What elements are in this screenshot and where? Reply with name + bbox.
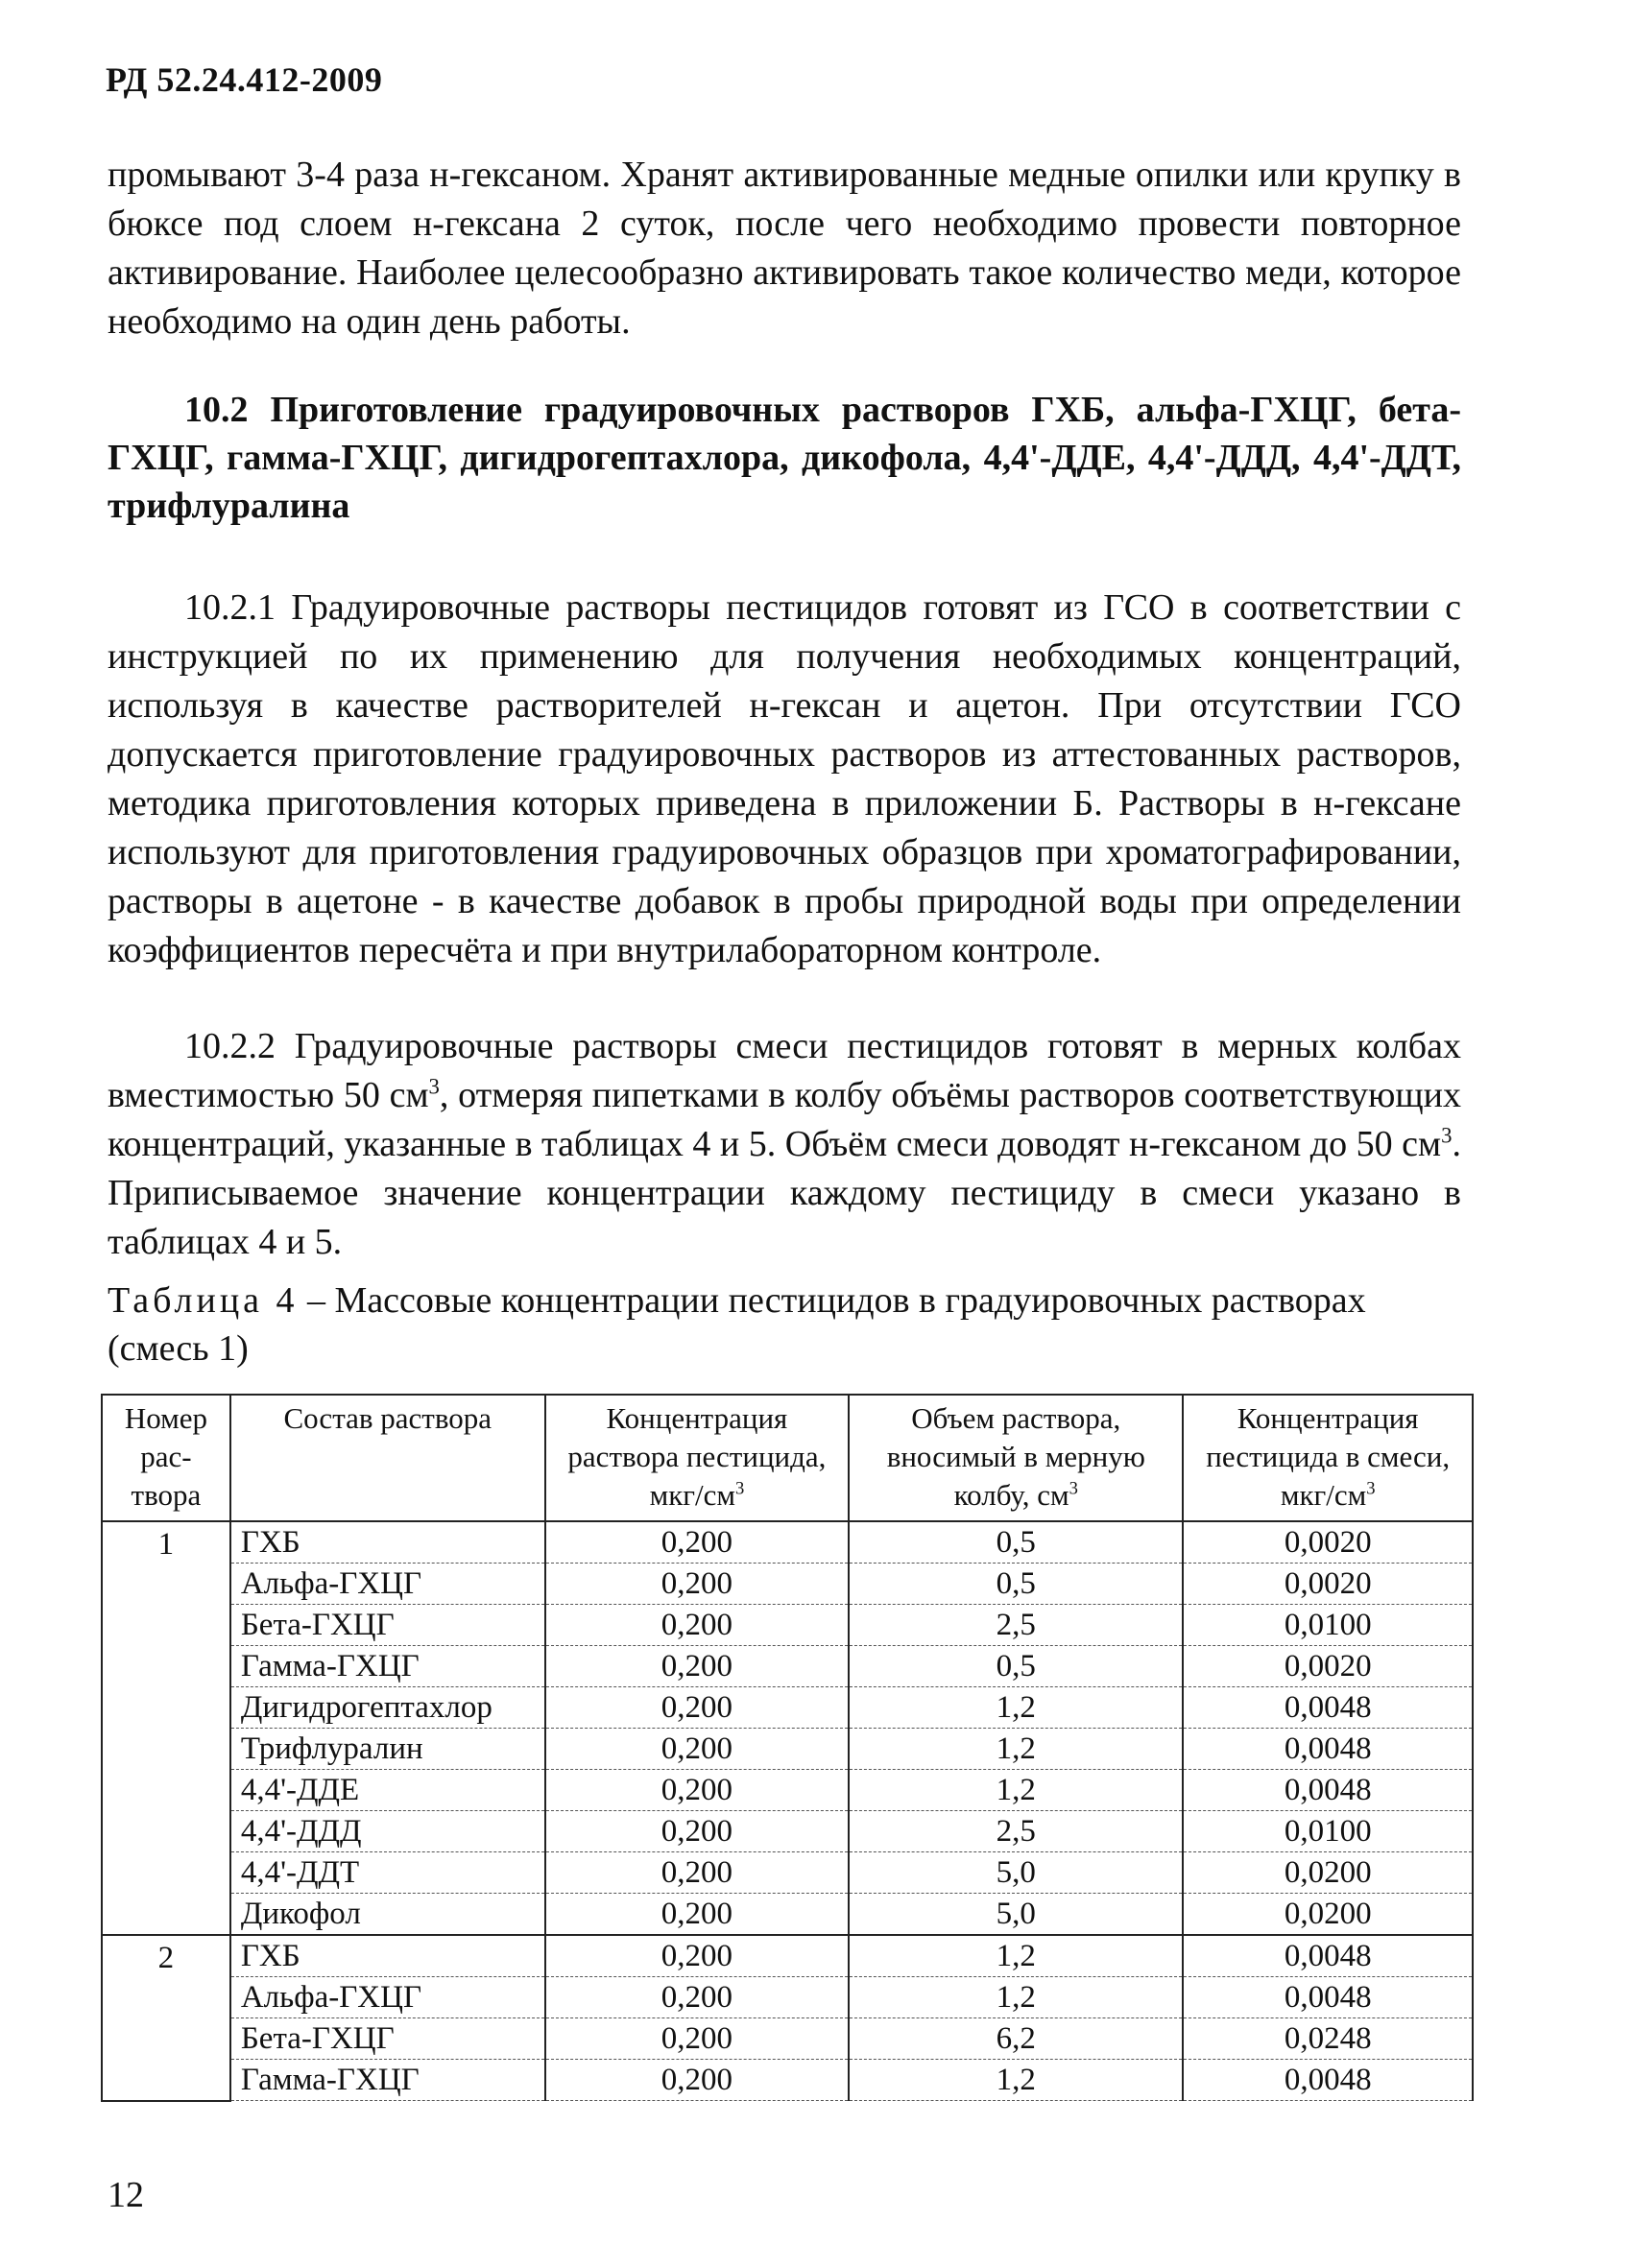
volume-cell: 5,0: [849, 1894, 1183, 1936]
solution-concentration-cell: 0,200: [545, 1729, 850, 1770]
paragraph-10-2-1: 10.2.1 Градуировочные растворы пестицидов готовят из ГСО в соответствии с инструкцией по их применению для получения необходимых концентраций, используя в качестве растворителей н-гексан и ацетон. При отсутствии ГСО допускается приготовление градуировочных растворов из аттестованных растворов, методика приготовления которых приведена в приложении Б. Растворы в н-гексане используют для приготовления градуировочных образцов при хроматографировании, растворы в ацетоне - в качестве добавок в пробы природной воды при определении коэффициентов пересчёта и при внутрилабораторном контроле.: [108, 587, 1461, 970]
mixture-concentration-cell: 0,0048: [1183, 1935, 1473, 1977]
table-row: [102, 1605, 1473, 1646]
composition-cell: Гамма-ГХЦГ: [230, 2060, 545, 2101]
superscript-3: 3: [428, 1074, 440, 1099]
solution-concentration-cell: 0,200: [545, 1770, 850, 1811]
header-mixture-concentration: Концентрация пестицида в смеси, мкг/$см^3$: [1183, 1395, 1473, 1521]
composition-cell: ГХБ: [230, 1521, 545, 1564]
mixture-concentration-cell: 0,0048: [1183, 1687, 1473, 1729]
mixture-concentration-cell: 0,0048: [1183, 1770, 1473, 1811]
composition-cell: 4,4'-ДДД: [230, 1811, 545, 1852]
solution-concentration-cell: 0,200: [545, 1646, 850, 1687]
volume-cell: 0,5: [849, 1646, 1183, 1687]
table-row: [102, 1852, 1473, 1894]
solution-concentration-cell: 0,200: [545, 1564, 850, 1605]
header-solution-number: Номер рас-твора: [102, 1395, 230, 1521]
page-number: 12: [108, 2175, 144, 2215]
volume-cell: 6,2: [849, 2018, 1183, 2060]
document-code: РД 52.24.412-2009: [106, 60, 383, 99]
table-caption-text: – Массовые концентрации пестицидов в градуировочных растворах (смесь 1): [108, 1280, 1366, 1369]
table-row: [102, 1811, 1473, 1852]
composition-cell: 4,4'-ДДТ: [230, 1852, 545, 1894]
table-header-row: [102, 1395, 1473, 1521]
solution-concentration-cell: 0,200: [545, 1687, 850, 1729]
mixture-concentration-cell: 0,0200: [1183, 1852, 1473, 1894]
solution-concentration-cell: 0,200: [545, 1977, 850, 2018]
solution-concentration-cell: 0,200: [545, 1852, 850, 1894]
solution-number-cell: 2: [102, 1935, 230, 2101]
solution-concentration-cell: 0,200: [545, 1935, 850, 1977]
composition-cell: Альфа-ГХЦГ: [230, 1977, 545, 2018]
table-caption-label: Таблица 4: [108, 1280, 299, 1321]
composition-cell: Дикофол: [230, 1894, 545, 1936]
composition-cell: Бета-ГХЦГ: [230, 1605, 545, 1646]
table-body: [102, 1521, 1473, 2101]
composition-cell: Бета-ГХЦГ: [230, 2018, 545, 2060]
volume-cell: 1,2: [849, 1935, 1183, 1977]
mixture-concentration-cell: 0,0048: [1183, 2060, 1473, 2101]
solution-concentration-cell: 0,200: [545, 2018, 850, 2060]
volume-cell: 0,5: [849, 1564, 1183, 1605]
volume-cell: 0,5: [849, 1521, 1183, 1564]
table-row: [102, 1646, 1473, 1687]
volume-cell: 1,2: [849, 2060, 1183, 2101]
mixture-concentration-cell: 0,0200: [1183, 1894, 1473, 1936]
volume-cell: 2,5: [849, 1605, 1183, 1646]
solution-concentration-cell: 0,200: [545, 2060, 850, 2101]
mixture-concentration-cell: 0,0048: [1183, 1977, 1473, 2018]
mixture-concentration-cell: 0,0100: [1183, 1605, 1473, 1646]
mixture-concentration-cell: 0,0100: [1183, 1811, 1473, 1852]
header-solution-volume: Объем раствора, вносимый в мерную колбу, $см^3$: [849, 1395, 1183, 1521]
volume-cell: 1,2: [849, 1687, 1183, 1729]
table-row: [102, 1564, 1473, 1605]
composition-cell: Дигидрогептахлор: [230, 1687, 545, 1729]
table-caption: [108, 1277, 1461, 1373]
table-row: [102, 1521, 1473, 1564]
table-row: [102, 1729, 1473, 1770]
solution-concentration-cell: 0,200: [545, 1605, 850, 1646]
composition-cell: 4,4'-ДДЕ: [230, 1770, 545, 1811]
paragraph-10-2-2-part-c: . Приписываемое значение концентрации каждому пестициду в смеси указано в таблицах 4 и 5.: [108, 1124, 1461, 1262]
superscript-3: 3: [1441, 1123, 1453, 1148]
table-row: [102, 1977, 1473, 2018]
volume-cell: 5,0: [849, 1852, 1183, 1894]
table-row: [102, 2018, 1473, 2060]
solution-concentration-cell: 0,200: [545, 1811, 850, 1852]
volume-cell: 1,2: [849, 1977, 1183, 2018]
composition-cell: Альфа-ГХЦГ: [230, 1564, 545, 1605]
mixture-concentration-cell: 0,0048: [1183, 1729, 1473, 1770]
mixture-concentration-cell: 0,0248: [1183, 2018, 1473, 2060]
table-row: [102, 1935, 1473, 1977]
volume-cell: 2,5: [849, 1811, 1183, 1852]
composition-cell: ГХБ: [230, 1935, 545, 1977]
solution-concentration-cell: 0,200: [545, 1521, 850, 1564]
table-row: [102, 2060, 1473, 2101]
composition-cell: Гамма-ГХЦГ: [230, 1646, 545, 1687]
volume-cell: 1,2: [849, 1729, 1183, 1770]
table-row: [102, 1894, 1473, 1936]
paragraph-10-2-2-part-b: , отмеряя пипетками в колбу объёмы растворов соответствующих концентраций, указанные в таблицах 4 и 5. Объём смеси доводят н-гексаном до 50 см: [108, 1075, 1462, 1164]
header-solution-composition: Состав раствора: [230, 1395, 545, 1521]
table-row: [102, 1687, 1473, 1729]
intro-paragraph: промывают 3-4 раза н-гексаном. Хранят активированные медные опилки или крупку в бюксе под слоем н-гексана 2 суток, после чего необходимо провести повторное активирование. Наиболее целесообразно активировать такое количество меди, которое необходимо на один день работы.: [108, 155, 1461, 342]
section-heading: 10.2 Приготовление градуировочных растворов ГХБ, альфа-ГХЦГ, бета-ГХЦГ, гамма-ГХЦГ, дигидрогептахлора, дикофола, 4,4'-ДДЕ, 4,4'-ДДД, 4,4'-ДДТ, трифлуралина: [108, 390, 1461, 526]
table-row: [102, 1770, 1473, 1811]
concentration-table: [101, 1394, 1474, 2102]
mixture-concentration-cell: 0,0020: [1183, 1521, 1473, 1564]
mixture-concentration-cell: 0,0020: [1183, 1564, 1473, 1605]
paragraph-10-2-2: [108, 1022, 1461, 1267]
composition-cell: Трифлуралин: [230, 1729, 545, 1770]
solution-concentration-cell: 0,200: [545, 1894, 850, 1936]
paragraph-10-2-2-part-a: 10.2.2 Градуировочные растворы смеси пестицидов готовят в мерных колбах вместимостью 50 см: [108, 1026, 1461, 1115]
solution-number-cell: 1: [102, 1521, 230, 1935]
mixture-concentration-cell: 0,0020: [1183, 1646, 1473, 1687]
volume-cell: 1,2: [849, 1770, 1183, 1811]
header-solution-concentration: Концентрация раствора пестицида, мкг/$см^3$: [545, 1395, 850, 1521]
